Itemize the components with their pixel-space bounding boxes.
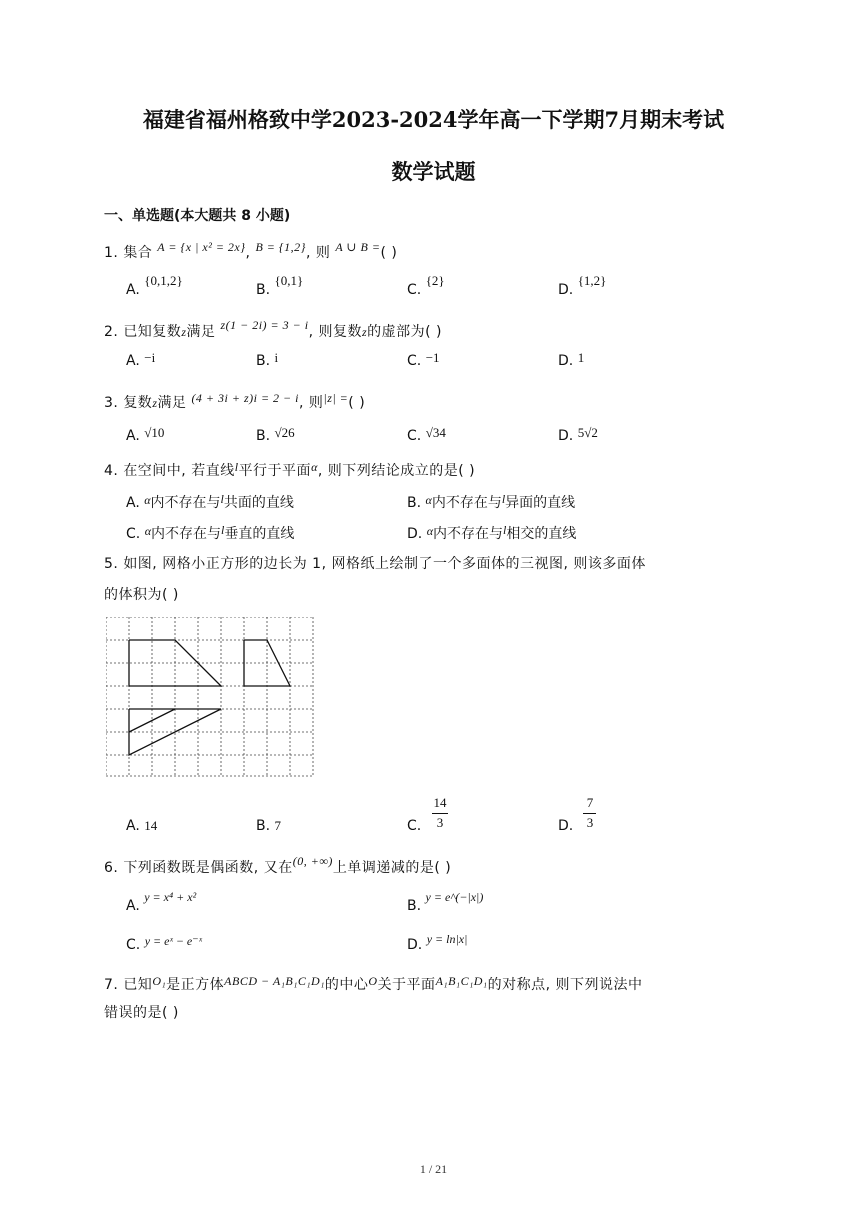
option-value: √10 [144, 425, 165, 440]
option-label: B. [256, 282, 271, 298]
q3-option-d[interactable] [558, 425, 598, 444]
q5-stem-line1 [104, 553, 646, 573]
q1-text-3: ( ) [380, 245, 398, 261]
q7-number: 7. [104, 977, 119, 993]
q1-text-1: 集合 [123, 245, 153, 261]
option-label: A. [126, 495, 140, 511]
option-label: D. [407, 937, 423, 953]
three-view-grid-figure [106, 617, 314, 777]
q5-option-c-numerator: 14 [433, 795, 447, 810]
q7-plane: A₁B₁C₁D₁ [435, 974, 488, 988]
q4-option-a[interactable] [126, 492, 294, 512]
q2-text-4: 的虚部为( ) [367, 324, 443, 340]
q2-text-2: 满足 [186, 324, 216, 340]
q7-stem-line2: 错误的是( ) [104, 1005, 179, 1021]
q5-option-d-label[interactable]: D. [558, 818, 574, 834]
q4-option-d[interactable] [407, 523, 576, 543]
q4-stem [104, 460, 475, 480]
q2-text-3: , 则复数 [308, 324, 362, 340]
q5-option-c-label[interactable]: C. [407, 818, 422, 834]
option-text-pre: 内不存在与 [150, 495, 221, 511]
q6-interval: (0, +∞) [292, 854, 333, 868]
q4-option-c[interactable] [126, 523, 294, 543]
q7-stem-line1 [104, 974, 643, 994]
q1-set-a: A = {x | x² = 2x} [157, 240, 246, 254]
q2-option-b[interactable] [256, 350, 279, 369]
q4-number: 4. [104, 463, 119, 479]
section-heading: 一、单选题(本大题共 8 小题) [104, 208, 291, 224]
q6-option-b[interactable] [407, 890, 484, 914]
page-number: 1 / 21 [419, 1162, 448, 1176]
q3-text-1: 复数 [123, 395, 153, 411]
option-text-post: 共面的直线 [223, 495, 294, 511]
q2-option-c[interactable] [407, 350, 440, 369]
option-text-post: 垂直的直线 [224, 526, 295, 542]
q3-text-4: ( ) [348, 395, 366, 411]
option-value: {1,2} [577, 273, 607, 288]
q4-option-b[interactable] [407, 492, 575, 512]
option-value: √34 [425, 425, 446, 440]
option-label: D. [558, 428, 574, 444]
q5-option-a[interactable] [126, 818, 157, 834]
q2-number: 2. [104, 324, 119, 340]
q4-line-l: l [234, 460, 239, 474]
option-text-post: 相交的直线 [506, 526, 577, 542]
option-label: B. [256, 428, 271, 444]
q1-option-a[interactable] [126, 273, 183, 298]
grid-lines [106, 617, 313, 776]
option-value: {0,1,2} [144, 273, 183, 288]
option-label: D. [558, 353, 574, 369]
option-value: y = x⁴ + x² [144, 890, 197, 904]
q4-plane-alpha: α [311, 460, 318, 474]
q5-text-1: 如图, 网格小正方形的边长为 1, 网格纸上绘制了一个多面体的三视图, 则该多面体 [123, 556, 646, 572]
q3-text-2: 满足 [157, 395, 187, 411]
q2-var-z2: z [361, 325, 368, 339]
q1-option-b[interactable] [256, 273, 304, 298]
option-text-post: 异面的直线 [505, 495, 576, 511]
option-value: y = eˣ − e⁻ˣ [144, 934, 202, 948]
q3-option-c[interactable] [407, 425, 446, 444]
page-title: 福建省福州格致中学2023-2024学年高一下学期7月期末考试 [142, 107, 725, 132]
q3-option-b[interactable] [256, 425, 295, 444]
page-subtitle: 数学试题 [391, 159, 476, 184]
q1-comma: , [245, 245, 251, 261]
option-text-pre: 内不存在与 [433, 526, 503, 542]
q2-text-1: 已知复数 [123, 324, 182, 340]
option-value: y = ln|x| [426, 932, 468, 946]
option-line-l: l [503, 523, 507, 537]
q5-option-c-fraction-bar [432, 813, 448, 814]
option-value: 1 [577, 350, 585, 365]
option-value: −1 [425, 350, 440, 365]
option-value: 5√2 [577, 425, 598, 440]
q3-var-z: z [152, 396, 158, 410]
q7-point-o: O [368, 974, 378, 988]
q2-option-a[interactable] [126, 350, 156, 369]
q6-option-c[interactable] [126, 934, 202, 953]
q3-stem [104, 392, 365, 412]
option-value: y = e^(−|x|) [425, 890, 484, 904]
q6-number: 6. [104, 860, 119, 876]
q6-option-d[interactable] [407, 932, 468, 953]
option-alpha: α [426, 524, 433, 538]
option-label: B. [407, 495, 422, 511]
option-value: 7 [274, 818, 282, 833]
q3-abs: |z| = [323, 391, 349, 405]
option-value: {2} [425, 273, 445, 288]
option-label: B. [256, 818, 271, 834]
q1-number: 1. [104, 245, 119, 261]
q6-stem [104, 854, 452, 877]
option-label: B. [256, 353, 271, 369]
q5-number: 5. [104, 556, 119, 572]
q5-option-d-fraction-bar [583, 813, 596, 814]
option-label: A. [126, 282, 140, 298]
q7-cube: ABCD − A₁B₁C₁D₁ [224, 974, 325, 988]
q1-option-c[interactable] [407, 273, 445, 298]
option-line-l: l [501, 492, 506, 506]
q1-set-b: B = {1,2} [255, 240, 306, 254]
option-label: C. [126, 526, 141, 542]
option-value: i [274, 350, 279, 365]
option-value: √26 [274, 425, 295, 440]
q7-text-3: 的中心 [324, 977, 369, 993]
q6-option-a[interactable] [126, 890, 197, 914]
option-value: {0,1} [274, 273, 304, 288]
q6-text-1: 下列函数既是偶函数, 又在 [123, 860, 293, 876]
option-label: A. [126, 818, 140, 834]
q3-number: 3. [104, 395, 119, 411]
option-label: C. [126, 937, 141, 953]
q7-text-4: 关于平面 [377, 977, 436, 993]
option-label: A. [126, 428, 140, 444]
option-label: D. [407, 526, 423, 542]
top-view-inner [129, 709, 175, 732]
q7-point-o1: O₁ [152, 974, 167, 988]
q3-text-3: , 则 [299, 395, 324, 411]
q7-text-2: 是正方体 [166, 977, 225, 993]
q2-option-d[interactable] [558, 350, 585, 369]
option-label: D. [558, 282, 574, 298]
option-alpha: α [144, 524, 151, 538]
q5-option-d-denominator: 3 [586, 815, 594, 830]
option-value: 14 [144, 818, 158, 833]
option-label: A. [126, 898, 140, 914]
option-line-l: l [220, 492, 224, 506]
q5-option-c-denominator: 3 [436, 815, 444, 830]
q1-option-d[interactable] [558, 273, 607, 298]
q4-text-3: , 则下列结论成立的是( ) [317, 463, 476, 479]
q1-expression: A ∪ B = [335, 240, 381, 254]
q5-option-d-numerator: 7 [586, 795, 594, 810]
option-label: C. [407, 282, 422, 298]
option-label: C. [407, 353, 422, 369]
option-alpha: α [425, 493, 432, 507]
q3-option-a[interactable] [126, 425, 165, 444]
q2-equation: z(1 − 2i) = 3 − i [220, 318, 309, 332]
option-alpha: α [144, 493, 151, 507]
q3-equation: (4 + 3i + z)i = 2 − i [191, 391, 299, 405]
option-line-l: l [221, 523, 225, 537]
q1-stem [104, 242, 397, 262]
q5-option-b[interactable] [256, 818, 281, 834]
q4-text-1: 在空间中, 若直线 [123, 463, 235, 479]
q2-stem [104, 318, 443, 341]
option-label: A. [126, 353, 140, 369]
option-label: B. [407, 898, 422, 914]
option-text-pre: 内不存在与 [431, 495, 502, 511]
option-label: C. [407, 428, 422, 444]
q6-text-2: 上单调递减的是( ) [332, 860, 452, 876]
q2-var-z: z [181, 325, 187, 339]
q5-stem-line2: 的体积为( ) [104, 587, 179, 603]
q1-text-2: , 则 [305, 245, 331, 261]
option-value: −i [144, 350, 156, 365]
q4-text-2: 平行于平面 [238, 463, 312, 479]
option-text-pre: 内不存在与 [151, 526, 221, 542]
q7-text-1: 已知 [123, 977, 153, 993]
q7-text-5: 的对称点, 则下列说法中 [487, 977, 643, 993]
